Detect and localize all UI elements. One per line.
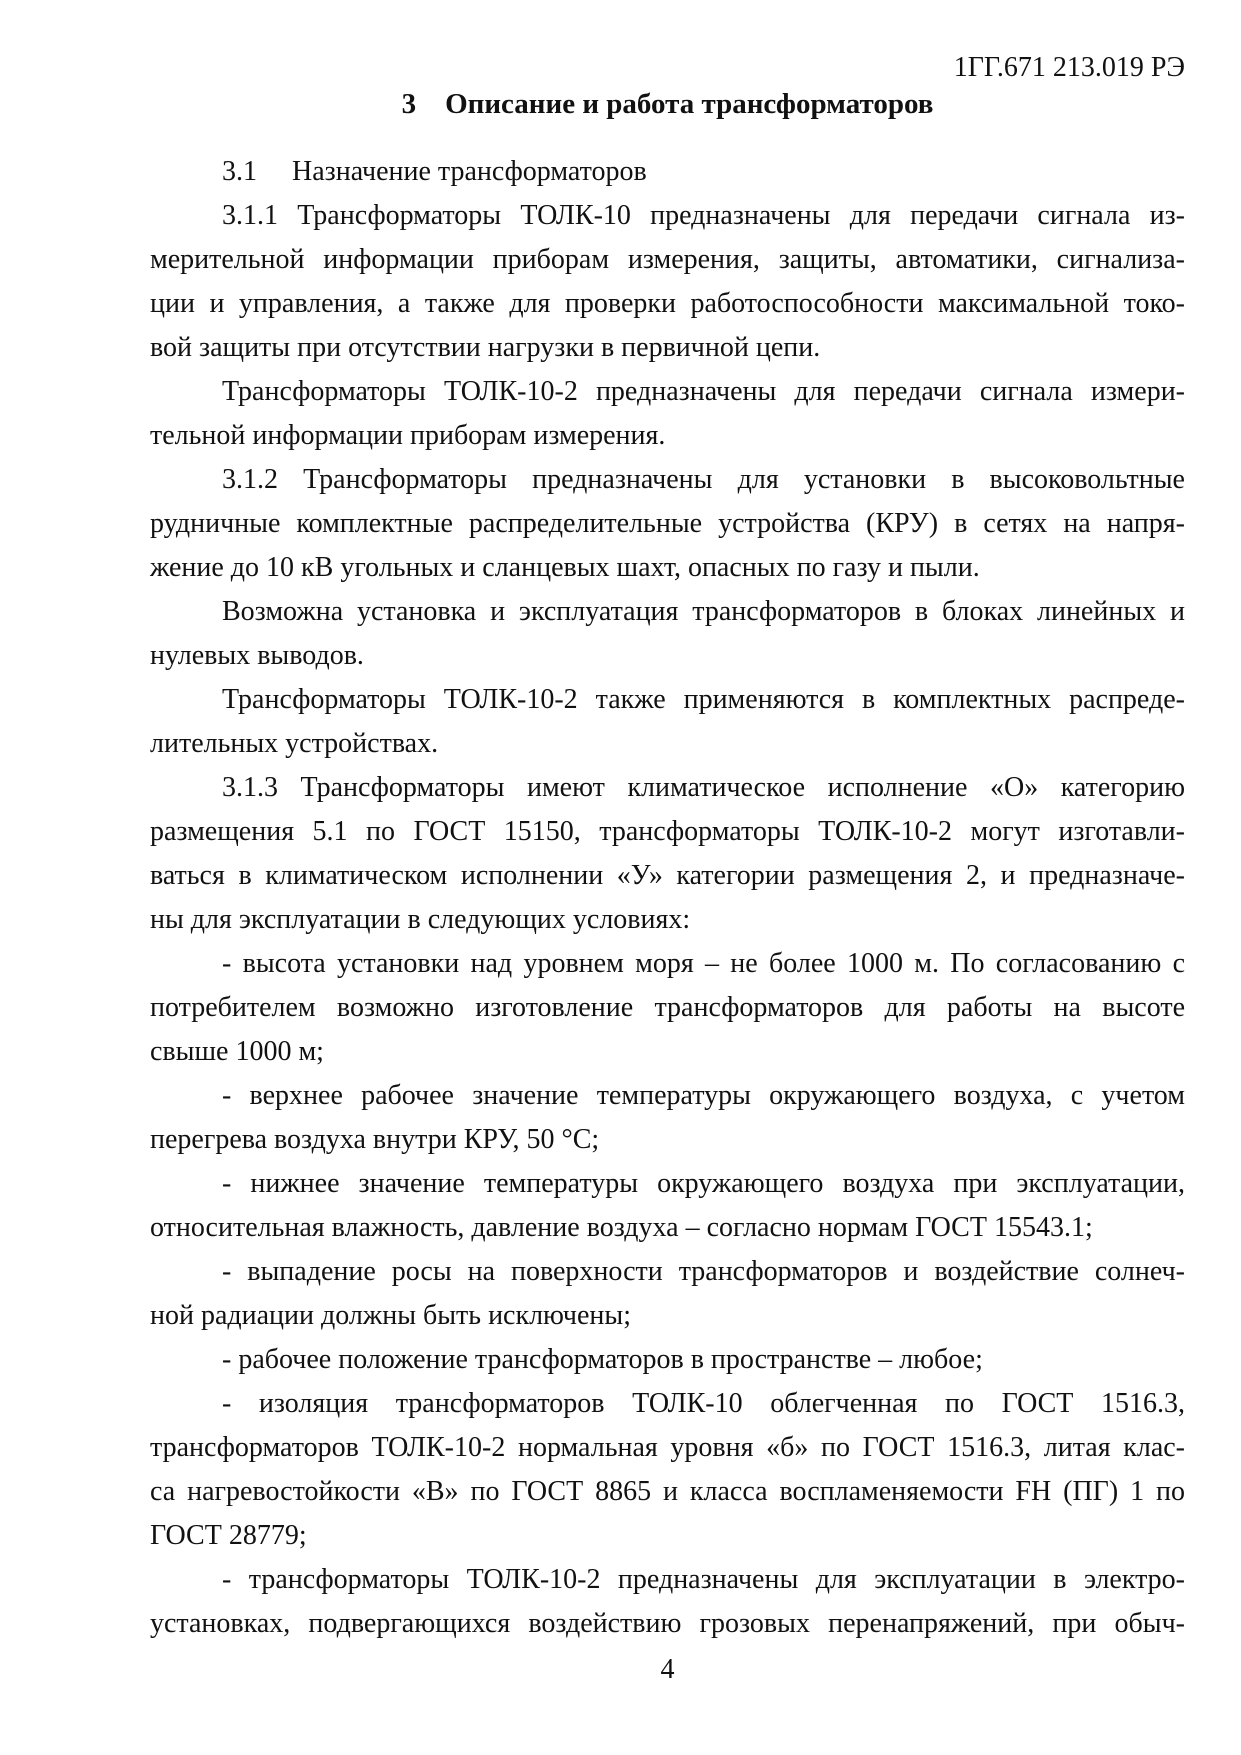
text-line: 3.1 Назначение трансформаторов [222, 156, 647, 187]
text-line: тельной информации приборам измерения. [150, 420, 666, 451]
text-line: лительных устройствах. [150, 728, 439, 759]
paragraph [150, 1074, 1185, 1162]
paragraph [150, 1382, 1185, 1558]
paragraph [150, 766, 1185, 942]
content [150, 150, 1185, 1646]
paragraph [150, 942, 1185, 1074]
doc-code-header: 1ГГ.671 213.019 РЭ [953, 52, 1185, 83]
text-line: установках, подвергающихся воздействию грозовых перенапряжений, при обыч- [150, 1608, 1185, 1639]
page-number: 4 [660, 1654, 675, 1685]
text-line: са нагревостойкости «В» по ГОСТ 8865 и класса воспламеняемости FH (ПГ) 1 по [150, 1476, 1185, 1507]
text-line: - верхнее рабочее значение температуры окружающего воздуха, с учетом [222, 1080, 1185, 1111]
paragraph [150, 458, 1185, 590]
paragraph [150, 1162, 1185, 1250]
paragraph [150, 1338, 1185, 1382]
text-line: жение до 10 кВ угольных и сланцевых шахт, опасных по газу и пыли. [150, 552, 980, 583]
text-line: Возможна установка и эксплуатация трансформаторов в блоках линейных и [222, 596, 1185, 627]
text-line: рудничные комплектные распределительные устройства (КРУ) в сетях на напря- [150, 508, 1185, 539]
text-line: трансформаторов ТОЛК-10-2 нормальная уровня «б» по ГОСТ 1516.3, литая клас- [150, 1432, 1185, 1463]
paragraph [150, 370, 1185, 458]
text-line: - выпадение росы на поверхности трансформаторов и воздействие солнеч- [222, 1256, 1185, 1287]
text-line: - высота установки над уровнем моря – не более 1000 м. По согласованию с [222, 948, 1185, 979]
text-line: Трансформаторы ТОЛК-10-2 предназначены для передачи сигнала измери- [222, 376, 1185, 407]
text-line: ваться в климатическом исполнении «У» категории размещения 2, и предназначе- [150, 860, 1185, 891]
text-line: - изоляция трансформаторов ТОЛК-10 облегченная по ГОСТ 1516.3, [222, 1388, 1185, 1419]
paragraph [150, 1250, 1185, 1338]
text-line: Трансформаторы ТОЛК-10-2 также применяются в комплектных распреде- [222, 684, 1185, 715]
text-line: - трансформаторы ТОЛК-10-2 предназначены для эксплуатации в электро- [222, 1564, 1185, 1595]
text-line: нулевых выводов. [150, 640, 364, 671]
text-line: - нижнее значение температуры окружающего воздуха при эксплуатации, [222, 1168, 1185, 1199]
paragraph [150, 194, 1185, 370]
text-line: перегрева воздуха внутри КРУ, 50 °С; [150, 1124, 600, 1155]
text-line: ГОСТ 28779; [150, 1520, 307, 1551]
text-line: свыше 1000 м; [150, 1036, 324, 1067]
text-line: потребителем возможно изготовление трансформаторов для работы на высоте [150, 992, 1185, 1023]
text-line: ции и управления, а также для проверки работоспособности максимальной токо- [150, 288, 1185, 319]
subsection-heading [150, 150, 1185, 194]
text-line: вой защиты при отсутствии нагрузки в первичной цепи. [150, 332, 821, 363]
text-line: 3.1.3 Трансформаторы имеют климатическое исполнение «О» категорию [222, 772, 1185, 803]
text-line: мерительной информации приборам измерения, защиты, автоматики, сигнализа- [150, 244, 1185, 275]
text-line: ны для эксплуатации в следующих условиях: [150, 904, 691, 935]
section-title: 3 Описание и работа трансформаторов [401, 88, 934, 120]
paragraph [150, 678, 1185, 766]
paragraph [150, 590, 1185, 678]
text-line: 3.1.2 Трансформаторы предназначены для установки в высоковольтные [222, 464, 1185, 495]
text-line: - рабочее положение трансформаторов в пространстве – любое; [222, 1344, 983, 1375]
text-line: размещения 5.1 по ГОСТ 15150, трансформаторы ТОЛК-10-2 могут изготавли- [150, 816, 1185, 847]
text-line: относительная влажность, давление воздуха – согласно нормам ГОСТ 15543.1; [150, 1212, 1093, 1243]
text-line: 3.1.1 Трансформаторы ТОЛК-10 предназначены для передачи сигнала из- [222, 200, 1185, 231]
paragraph [150, 1558, 1185, 1646]
text-line: ной радиации должны быть исключены; [150, 1300, 631, 1331]
